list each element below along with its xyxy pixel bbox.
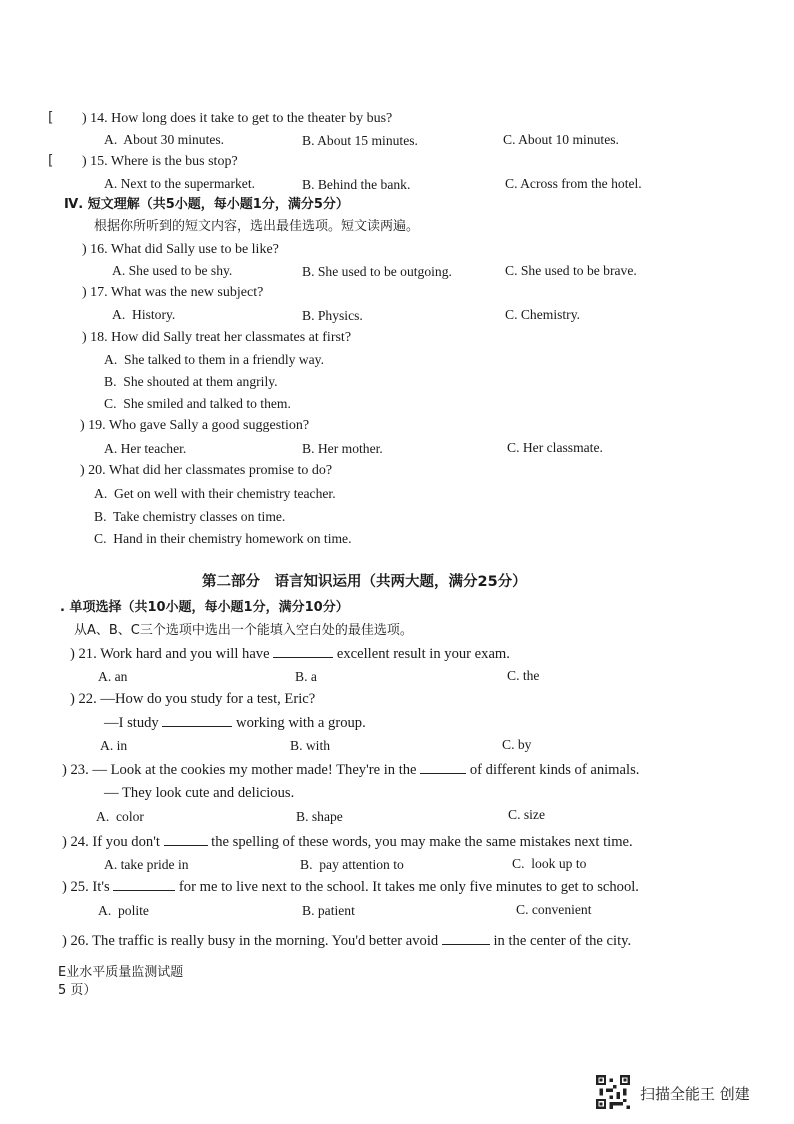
option-b-text: B. patient [302,903,355,918]
section-instruction [94,218,419,236]
question-16 [82,241,279,259]
option-b-text: B. She used to be outgoing. [302,264,452,279]
option-a-text: A. Next to the supermarket. [104,176,255,191]
option-c [505,175,642,193]
question-text: in the center of the city. [489,933,632,949]
option-c [507,667,539,685]
option-a-text: A. an [98,669,128,684]
section-title-text: . 单项选择（共10小题，每小题1分，满分10分） [60,600,349,615]
qr-code-icon [596,1075,630,1109]
section-instruction-text: 从A、B、C三个选项中选出一个能填入空白处的最佳选项。 [74,623,413,638]
option-b [94,508,285,526]
option-b [302,307,363,325]
option-c-text: C. look up to [512,856,587,871]
question-23 [62,760,639,779]
option-b-text: B. with [290,738,331,753]
question-text: — They look cute and delicious. [104,785,295,801]
option-a-text: A. polite [98,903,149,918]
question-24 [62,832,633,851]
option-c [104,395,291,413]
option-b [296,808,343,826]
question-19 [80,417,309,435]
option-b-text: B. Take chemistry classes on time. [94,509,286,524]
option-b-text: B. She shouted at them angrily. [104,374,278,389]
option-b [290,737,330,755]
option-a-text: A. color [96,809,144,824]
option-b [302,132,418,150]
question-text: of different kinds of animals. [466,762,640,778]
answer-blank [273,644,333,658]
question-17 [82,284,263,302]
option-a-text: A. take pride in [104,857,189,872]
option-a [112,306,175,324]
question-stem: ) 22. —How do you study for a test, Eric? [70,691,316,707]
answer-blank [442,931,490,945]
option-a-text: A. Get on well with their chemistry teacher. [94,486,336,501]
option-a-text: A. History. [112,307,176,322]
section-title [64,196,349,214]
option-b-text: B. pay attention to [300,857,404,872]
option-c-text: C. Her classmate. [507,440,603,455]
answer-blank [164,832,208,846]
option-c-text: C. Hand in their chemistry homework on time. [94,531,352,546]
section-instruction-text: 根据你所听到的短文内容，选出最佳选项。短文读两遍。 [94,219,420,234]
option-b-text: B. shape [296,809,343,824]
option-b-text: B. About 15 minutes. [302,133,418,148]
option-b [300,856,404,874]
question-stem: ) 16. What did Sally use to be like? [82,242,279,257]
section-title [60,599,349,617]
option-c-text: C. She used to be brave. [505,263,637,278]
question-stem: ) 19. Who gave Sally a good suggestion? [80,418,310,433]
option-a-text: A. She talked to them in a friendly way. [104,352,324,367]
option-a [104,131,224,149]
part-heading-text: 第二部分 语言知识运用（共两大题，满分25分） [202,574,527,590]
question-text: ) 23. — Look at the cookies my mother made! They're in the [62,762,421,778]
answer-blank [113,877,175,891]
answer-blank [420,760,466,774]
option-c [503,131,619,149]
question-20 [80,462,332,480]
option-a [98,902,149,920]
option-c [512,855,586,873]
footer-title-text: E业水平质量监测试题 [58,965,184,980]
footer-page [58,982,96,1000]
question-22-line2 [104,713,366,732]
option-c [507,439,603,457]
question-text: ) 25. It's [62,879,114,895]
option-c [505,306,580,324]
option-a-text: A. in [100,738,128,753]
option-c-text: C. Chemistry. [505,307,581,322]
question-15 [82,153,238,171]
option-c-text: C. convenient [516,902,592,917]
option-c [505,262,637,280]
question-23-line2 [104,784,294,802]
option-b-text: B. a [295,669,317,684]
question-text: ) 21. Work hard and you will have [70,646,274,662]
question-stem: ) 15. Where is the bus stop? [82,154,238,169]
option-a [98,668,127,686]
question-text: working with a group. [232,715,366,731]
option-b [302,902,355,920]
option-a-text: A. Her teacher. [104,441,187,456]
option-b [104,373,278,391]
option-a [94,485,336,503]
option-b-text: B. Behind the bank. [302,177,411,192]
question-text: —I study [104,715,163,731]
question-26 [62,931,631,950]
option-b-text: B. Her mother. [302,441,383,456]
question-stem: ) 18. How did Sally treat her classmates at first? [82,330,352,345]
question-stem: ) 17. What was the new subject? [82,285,264,300]
option-b-text: B. Physics. [302,308,363,323]
question-text: the spelling of these words, you may make the same mistakes next time. [207,834,633,850]
answer-bracket-mark: [ [48,153,54,169]
option-a [104,351,324,369]
option-c [508,806,545,824]
option-b [302,176,410,194]
question-14 [82,110,392,128]
question-stem: ) 14. How long does it take to get to the theater by bus? [82,111,393,126]
question-25 [62,877,639,896]
option-c [502,736,531,754]
option-a [96,808,144,826]
question-text: excellent result in your exam. [333,646,510,662]
option-c-text: C. size [508,807,545,822]
option-c-text: C. Across from the hotel. [505,176,642,191]
option-a-text: A. She used to be shy. [112,263,233,278]
answer-bracket-mark: [ [48,110,54,126]
option-c-text: C. by [502,737,532,752]
option-c-text: C. About 10 minutes. [503,132,619,147]
scanner-watermark [640,1083,750,1104]
scanner-watermark-text: 扫描全能王 创建 [640,1085,750,1103]
question-text: ) 26. The traffic is really busy in the morning. You'd better avoid [62,933,442,949]
question-18 [82,329,351,347]
option-c-text: C. She smiled and talked to them. [104,396,291,411]
question-21 [70,644,510,663]
option-b [302,263,452,281]
question-text: ) 24. If you don't [62,834,164,850]
option-a [112,262,232,280]
section-title-text: Ⅳ. 短文理解（共5小题，每小题1分，满分5分） [64,197,349,212]
part-heading [202,573,527,591]
question-stem: ) 20. What did her classmates promise to do? [80,463,333,478]
option-c-text: C. the [507,668,540,683]
footer-title [58,964,183,982]
question-text: for me to live next to the school. It takes me only five minutes to get to school. [175,879,639,895]
option-c [94,530,351,548]
option-a-text: A. About 30 minutes. [104,132,225,147]
question-22 [70,690,315,708]
option-a [100,737,127,755]
option-b [302,440,383,458]
option-a [104,175,255,193]
section-instruction [74,622,413,640]
option-a [104,440,186,458]
option-a [104,856,189,874]
answer-blank [162,713,232,727]
option-b [295,668,317,686]
footer-page-text: 5 页） [58,983,97,998]
option-c [516,901,592,919]
